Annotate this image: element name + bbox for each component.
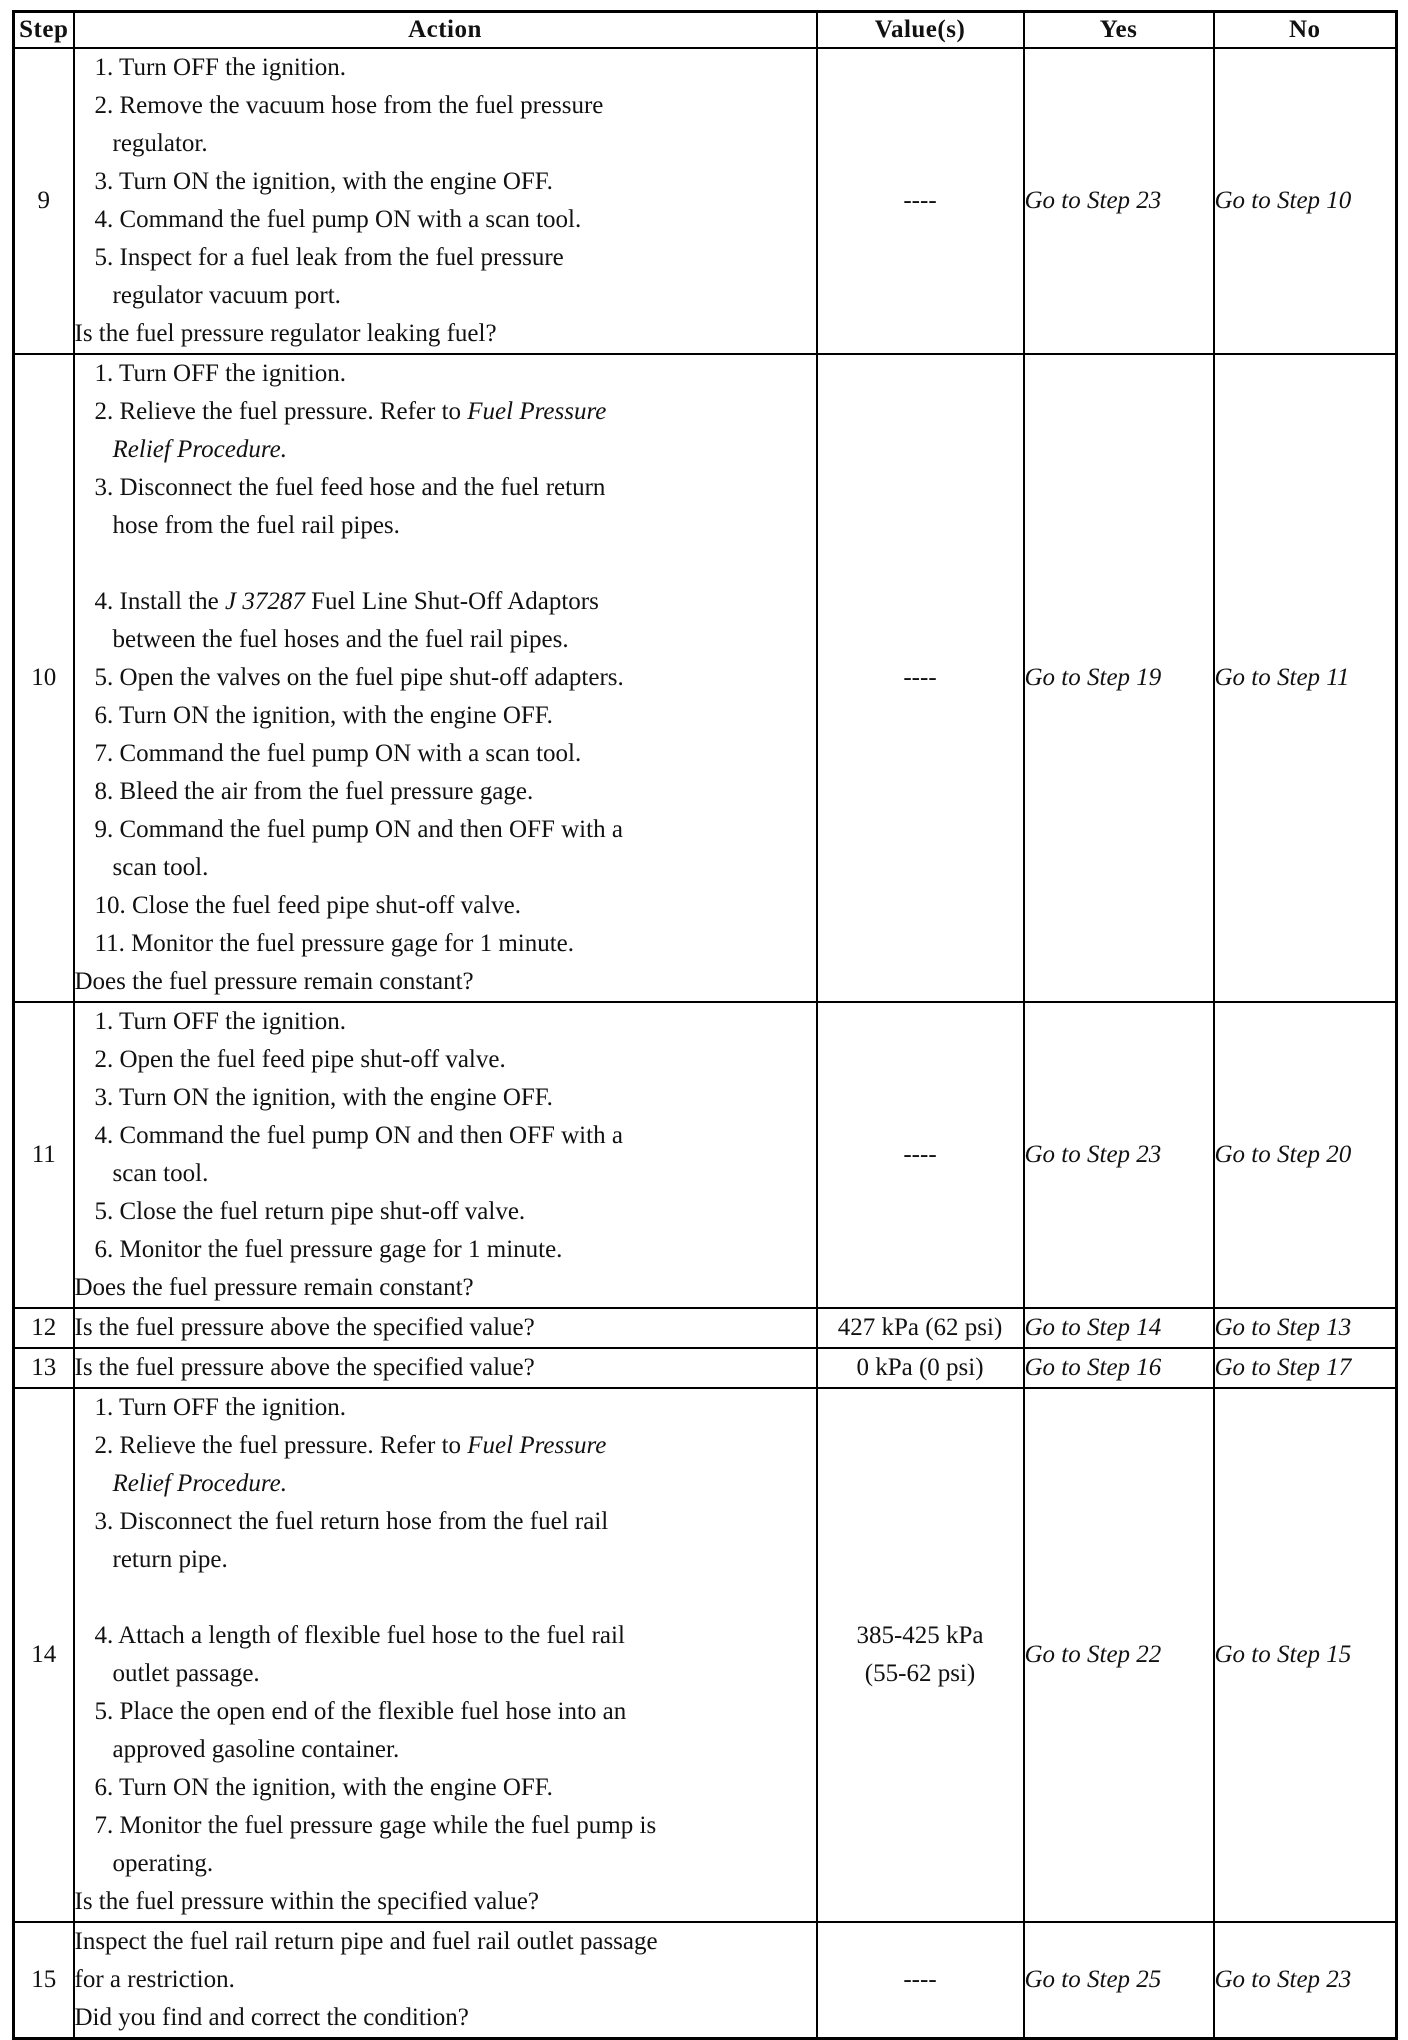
action-line: 10. Close the fuel feed pipe shut-off valve. — [94, 892, 522, 919]
action-text: 2. Relieve the fuel pressure. Refer to — [94, 1432, 468, 1459]
header-action: Action — [74, 12, 817, 49]
action-line: scan tool. — [112, 1160, 209, 1187]
yes-link[interactable]: Go to Step 14 — [1024, 1308, 1214, 1348]
step-number: 14 — [14, 1388, 74, 1922]
action-question: Does the fuel pressure remain constant? — [74, 1274, 474, 1301]
action-line: hose from the fuel rail pipes. — [112, 512, 400, 539]
action-line: 4. Attach a length of flexible fuel hose to the fuel rail — [94, 1622, 625, 1649]
header-step: Step — [14, 12, 74, 49]
action-line: regulator vacuum port. — [112, 282, 341, 309]
action-line: between the fuel hoses and the fuel rail pipes. — [112, 626, 569, 653]
value-cell: 0 kPa (0 psi) — [817, 1348, 1024, 1388]
action-line: for a restriction. — [74, 1966, 235, 1993]
action-line: scan tool. — [112, 854, 209, 881]
table-row-step-13 — [14, 1348, 1397, 1388]
action-question: Does the fuel pressure remain constant? — [74, 968, 474, 995]
diagnostic-table — [12, 10, 1398, 2040]
action-line: 3. Disconnect the fuel feed hose and the fuel return — [94, 474, 606, 501]
step-number: 10 — [14, 354, 74, 1002]
action-line: 6. Turn ON the ignition, with the engine OFF. — [94, 1774, 553, 1801]
action-line: 2. Open the fuel feed pipe shut-off valve. — [94, 1046, 506, 1073]
value-cell: ---- — [817, 1002, 1024, 1308]
value-cell: ---- — [817, 1922, 1024, 2039]
header-row — [14, 12, 1397, 49]
action-question: Is the fuel pressure within the specified value? — [74, 1888, 539, 1915]
action-line: 6. Monitor the fuel pressure gage for 1 minute. — [94, 1236, 563, 1263]
procedure-reference[interactable]: Relief Procedure. — [112, 436, 287, 463]
action-question: Is the fuel pressure above the specified value? — [74, 1308, 817, 1348]
value-line: 385-425 kPa — [856, 1622, 984, 1649]
value-line: (55-62 psi) — [864, 1660, 976, 1687]
action-line: 5. Open the valves on the fuel pipe shut-off adapters. — [94, 664, 624, 691]
action-line: 7. Monitor the fuel pressure gage while the fuel pump is — [94, 1812, 657, 1839]
yes-link[interactable]: Go to Step 16 — [1024, 1348, 1214, 1388]
value-cell: ---- — [817, 354, 1024, 1002]
action-line: 2. Remove the vacuum hose from the fuel pressure — [94, 92, 604, 119]
action-line — [75, 393, 816, 431]
yes-link[interactable]: Go to Step 25 — [1024, 1922, 1214, 2039]
table-row-step-10 — [14, 354, 1397, 1002]
action-line: 3. Turn ON the ignition, with the engine OFF. — [94, 168, 553, 195]
yes-link[interactable]: Go to Step 19 — [1024, 354, 1214, 1002]
action-line: Inspect the fuel rail return pipe and fuel rail outlet passage — [74, 1928, 658, 1955]
yes-link[interactable]: Go to Step 22 — [1024, 1388, 1214, 1922]
action-line: outlet passage. — [112, 1660, 260, 1687]
step-number: 15 — [14, 1922, 74, 2039]
action-line: 6. Turn ON the ignition, with the engine OFF. — [94, 702, 553, 729]
action-text: 2. Relieve the fuel pressure. Refer to — [94, 398, 468, 425]
action-question: Did you find and correct the condition? — [74, 2004, 469, 2031]
no-link[interactable]: Go to Step 13 — [1214, 1308, 1397, 1348]
spacer — [75, 1579, 816, 1617]
action-line: 1. Turn OFF the ignition. — [94, 1008, 346, 1035]
step-number: 13 — [14, 1348, 74, 1388]
table-row-step-11 — [14, 1002, 1397, 1308]
action-line — [75, 1427, 816, 1465]
no-link[interactable]: Go to Step 23 — [1214, 1922, 1397, 2039]
no-link[interactable]: Go to Step 11 — [1214, 354, 1397, 1002]
value-cell: 427 kPa (62 psi) — [817, 1308, 1024, 1348]
procedure-reference[interactable]: Relief Procedure. — [112, 1470, 287, 1497]
header-values: Value(s) — [817, 12, 1024, 49]
step-number: 12 — [14, 1308, 74, 1348]
action-line: 1. Turn OFF the ignition. — [94, 1394, 346, 1421]
no-link[interactable]: Go to Step 15 — [1214, 1388, 1397, 1922]
action-cell — [74, 1388, 817, 1922]
action-line: regulator. — [112, 130, 208, 157]
action-line: operating. — [112, 1850, 214, 1877]
action-text: 4. Install the — [94, 588, 226, 615]
yes-link[interactable]: Go to Step 23 — [1024, 48, 1214, 354]
value-cell: ---- — [817, 48, 1024, 354]
table-row-step-15 — [14, 1922, 1397, 2039]
header-yes: Yes — [1024, 12, 1214, 49]
table-row-step-12 — [14, 1308, 1397, 1348]
procedure-reference[interactable]: Fuel Pressure — [467, 398, 607, 425]
action-line: approved gasoline container. — [112, 1736, 400, 1763]
yes-link[interactable]: Go to Step 23 — [1024, 1002, 1214, 1308]
tool-reference[interactable]: J 37287 — [225, 588, 305, 615]
action-line: 3. Disconnect the fuel return hose from the fuel rail — [94, 1508, 609, 1535]
action-text: Fuel Line Shut-Off Adaptors — [304, 588, 599, 615]
no-link[interactable]: Go to Step 20 — [1214, 1002, 1397, 1308]
action-line: 1. Turn OFF the ignition. — [94, 54, 346, 81]
diagnostic-table-page — [12, 10, 1395, 2040]
value-cell — [817, 1388, 1024, 1922]
header-no: No — [1214, 12, 1397, 49]
no-link[interactable]: Go to Step 17 — [1214, 1348, 1397, 1388]
no-link[interactable]: Go to Step 10 — [1214, 48, 1397, 354]
action-cell — [74, 1922, 817, 2039]
action-line: 5. Inspect for a fuel leak from the fuel pressure — [94, 244, 564, 271]
step-number: 11 — [14, 1002, 74, 1308]
spacer — [75, 545, 816, 583]
action-line: 4. Command the fuel pump ON with a scan tool. — [94, 206, 582, 233]
action-line: 4. Command the fuel pump ON and then OFF with a — [94, 1122, 623, 1149]
action-question: Is the fuel pressure above the specified value? — [74, 1348, 817, 1388]
action-cell — [74, 48, 817, 354]
step-number: 9 — [14, 48, 74, 354]
action-line — [75, 583, 816, 621]
action-question: Is the fuel pressure regulator leaking fuel? — [74, 320, 497, 347]
table-row-step-9 — [14, 48, 1397, 354]
action-line: 8. Bleed the air from the fuel pressure gage. — [94, 778, 534, 805]
action-line: 3. Turn ON the ignition, with the engine OFF. — [94, 1084, 553, 1111]
action-line: 11. Monitor the fuel pressure gage for 1 minute. — [94, 930, 575, 957]
action-line: 5. Place the open end of the flexible fuel hose into an — [94, 1698, 627, 1725]
action-line: 9. Command the fuel pump ON and then OFF with a — [94, 816, 623, 843]
action-line: 7. Command the fuel pump ON with a scan tool. — [94, 740, 582, 767]
action-line: 5. Close the fuel return pipe shut-off valve. — [94, 1198, 526, 1225]
action-line: 1. Turn OFF the ignition. — [94, 360, 346, 387]
procedure-reference[interactable]: Fuel Pressure — [467, 1432, 607, 1459]
action-cell — [74, 354, 817, 1002]
action-line: return pipe. — [112, 1546, 228, 1573]
table-row-step-14 — [14, 1388, 1397, 1922]
action-cell — [74, 1002, 817, 1308]
